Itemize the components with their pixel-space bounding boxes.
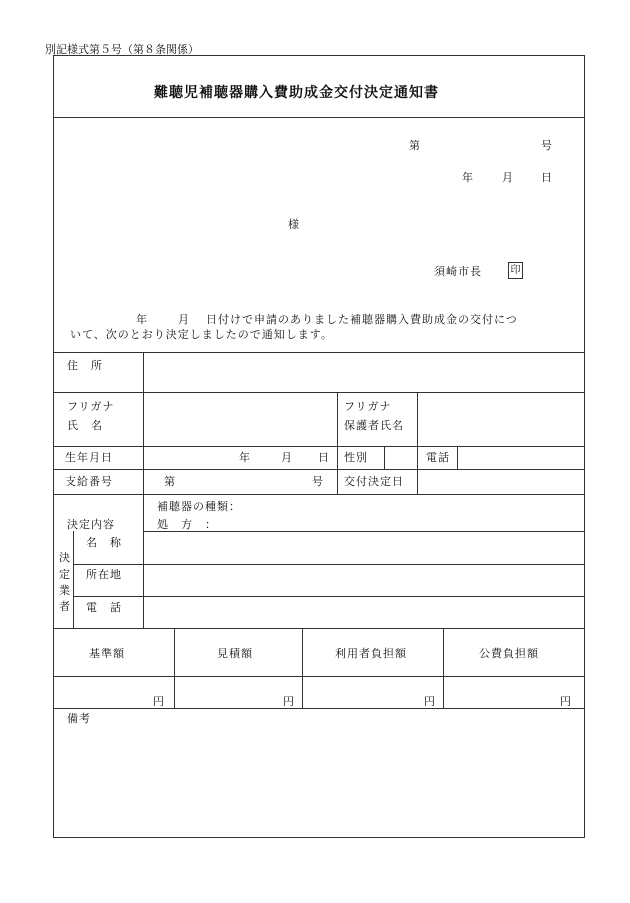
col-amount-2 [302, 628, 303, 708]
birth-year: 年 [239, 451, 251, 464]
guardian-name-label: 保護者氏名 [344, 419, 404, 432]
vendor-name-label: 名 称 [86, 536, 122, 549]
vendor-side-4: 者 [59, 600, 71, 613]
furigana-label: フリガナ [67, 400, 115, 413]
doc-no-suffix: 号 [541, 139, 553, 152]
amount-header-public: 公費負担額 [479, 647, 539, 660]
rule-below-vendor-address [73, 596, 585, 597]
guardian-furigana-label: フリガナ [344, 400, 392, 413]
rule-below-amounts [53, 708, 585, 709]
issue-year: 年 [462, 171, 474, 184]
name-label: 氏 名 [67, 419, 103, 432]
payment-no-label: 支給番号 [65, 475, 113, 488]
col-guardian-right [417, 392, 418, 446]
phone-label: 電話 [426, 451, 450, 464]
rule-below-name [53, 446, 585, 447]
col-vendor-side [73, 531, 74, 628]
issue-month: 月 [502, 171, 514, 184]
vendor-side-1: 決 [59, 551, 71, 564]
col-sex-left [337, 446, 338, 494]
address-label: 住 所 [67, 359, 103, 372]
rule-below-birth [53, 469, 585, 470]
rule-below-aid [143, 531, 585, 532]
rule-below-address [53, 392, 585, 393]
aid-type-label: 補聴器の種類： [157, 500, 241, 513]
rule-below-vendor-phone [53, 628, 585, 629]
rule-below-amount-headers [53, 676, 585, 677]
payment-no-prefix: 第 [164, 475, 176, 488]
body-year: 年 [136, 313, 148, 326]
form-number-label: 別記様式第５号（第８条関係） [45, 43, 199, 56]
col-guardian-left [337, 392, 338, 446]
vendor-side-2: 定 [59, 568, 71, 581]
issue-day: 日 [541, 171, 553, 184]
remarks-label: 備考 [67, 712, 91, 725]
rule-top-table [53, 352, 585, 353]
amount-unit-base: 円 [153, 695, 165, 708]
prescription-label: 処 方 ： [157, 518, 217, 531]
col-amount-3 [443, 628, 444, 708]
mayor-title: 須崎市長 [434, 265, 482, 278]
vendor-phone-label: 電 話 [86, 601, 122, 614]
col-amount-1 [174, 628, 175, 708]
amount-header-base: 基準額 [89, 647, 125, 660]
birth-month: 月 [281, 451, 293, 464]
amount-unit-user: 円 [424, 695, 436, 708]
body-line2: いて、次のとおり決定しましたので通知します。 [70, 328, 333, 341]
amount-header-estimate: 見積額 [217, 647, 253, 660]
vendor-side-3: 業 [59, 584, 71, 597]
col-sex-right [384, 446, 385, 469]
rule-below-payment [53, 494, 585, 495]
doc-no-prefix: 第 [409, 139, 421, 152]
body-line1: 日付けで申請のありました補聴器購入費助成金の交付につ [206, 313, 518, 326]
birthdate-label: 生年月日 [65, 451, 113, 464]
col-phone-right [457, 446, 458, 469]
recipient-honorific: 様 [288, 218, 300, 231]
payment-no-suffix: 号 [312, 475, 324, 488]
document-title: 難聴児補聴器購入費助成金交付決定通知書 [154, 85, 439, 101]
rule-below-title [53, 117, 585, 118]
body-month: 月 [178, 313, 190, 326]
amount-header-user: 利用者負担額 [335, 647, 407, 660]
birth-day: 日 [318, 451, 330, 464]
vendor-address-label: 所在地 [86, 568, 122, 581]
col-phone-left [417, 446, 418, 494]
decision-date-label: 交付決定日 [344, 475, 404, 488]
col-label-divider [143, 352, 144, 628]
amount-unit-estimate: 円 [283, 695, 295, 708]
seal-box: 印 [508, 262, 523, 279]
rule-below-vendor-name [73, 564, 585, 565]
decision-content-label: 決定内容 [67, 518, 115, 531]
sex-label: 性別 [344, 451, 368, 464]
amount-unit-public: 円 [560, 695, 572, 708]
